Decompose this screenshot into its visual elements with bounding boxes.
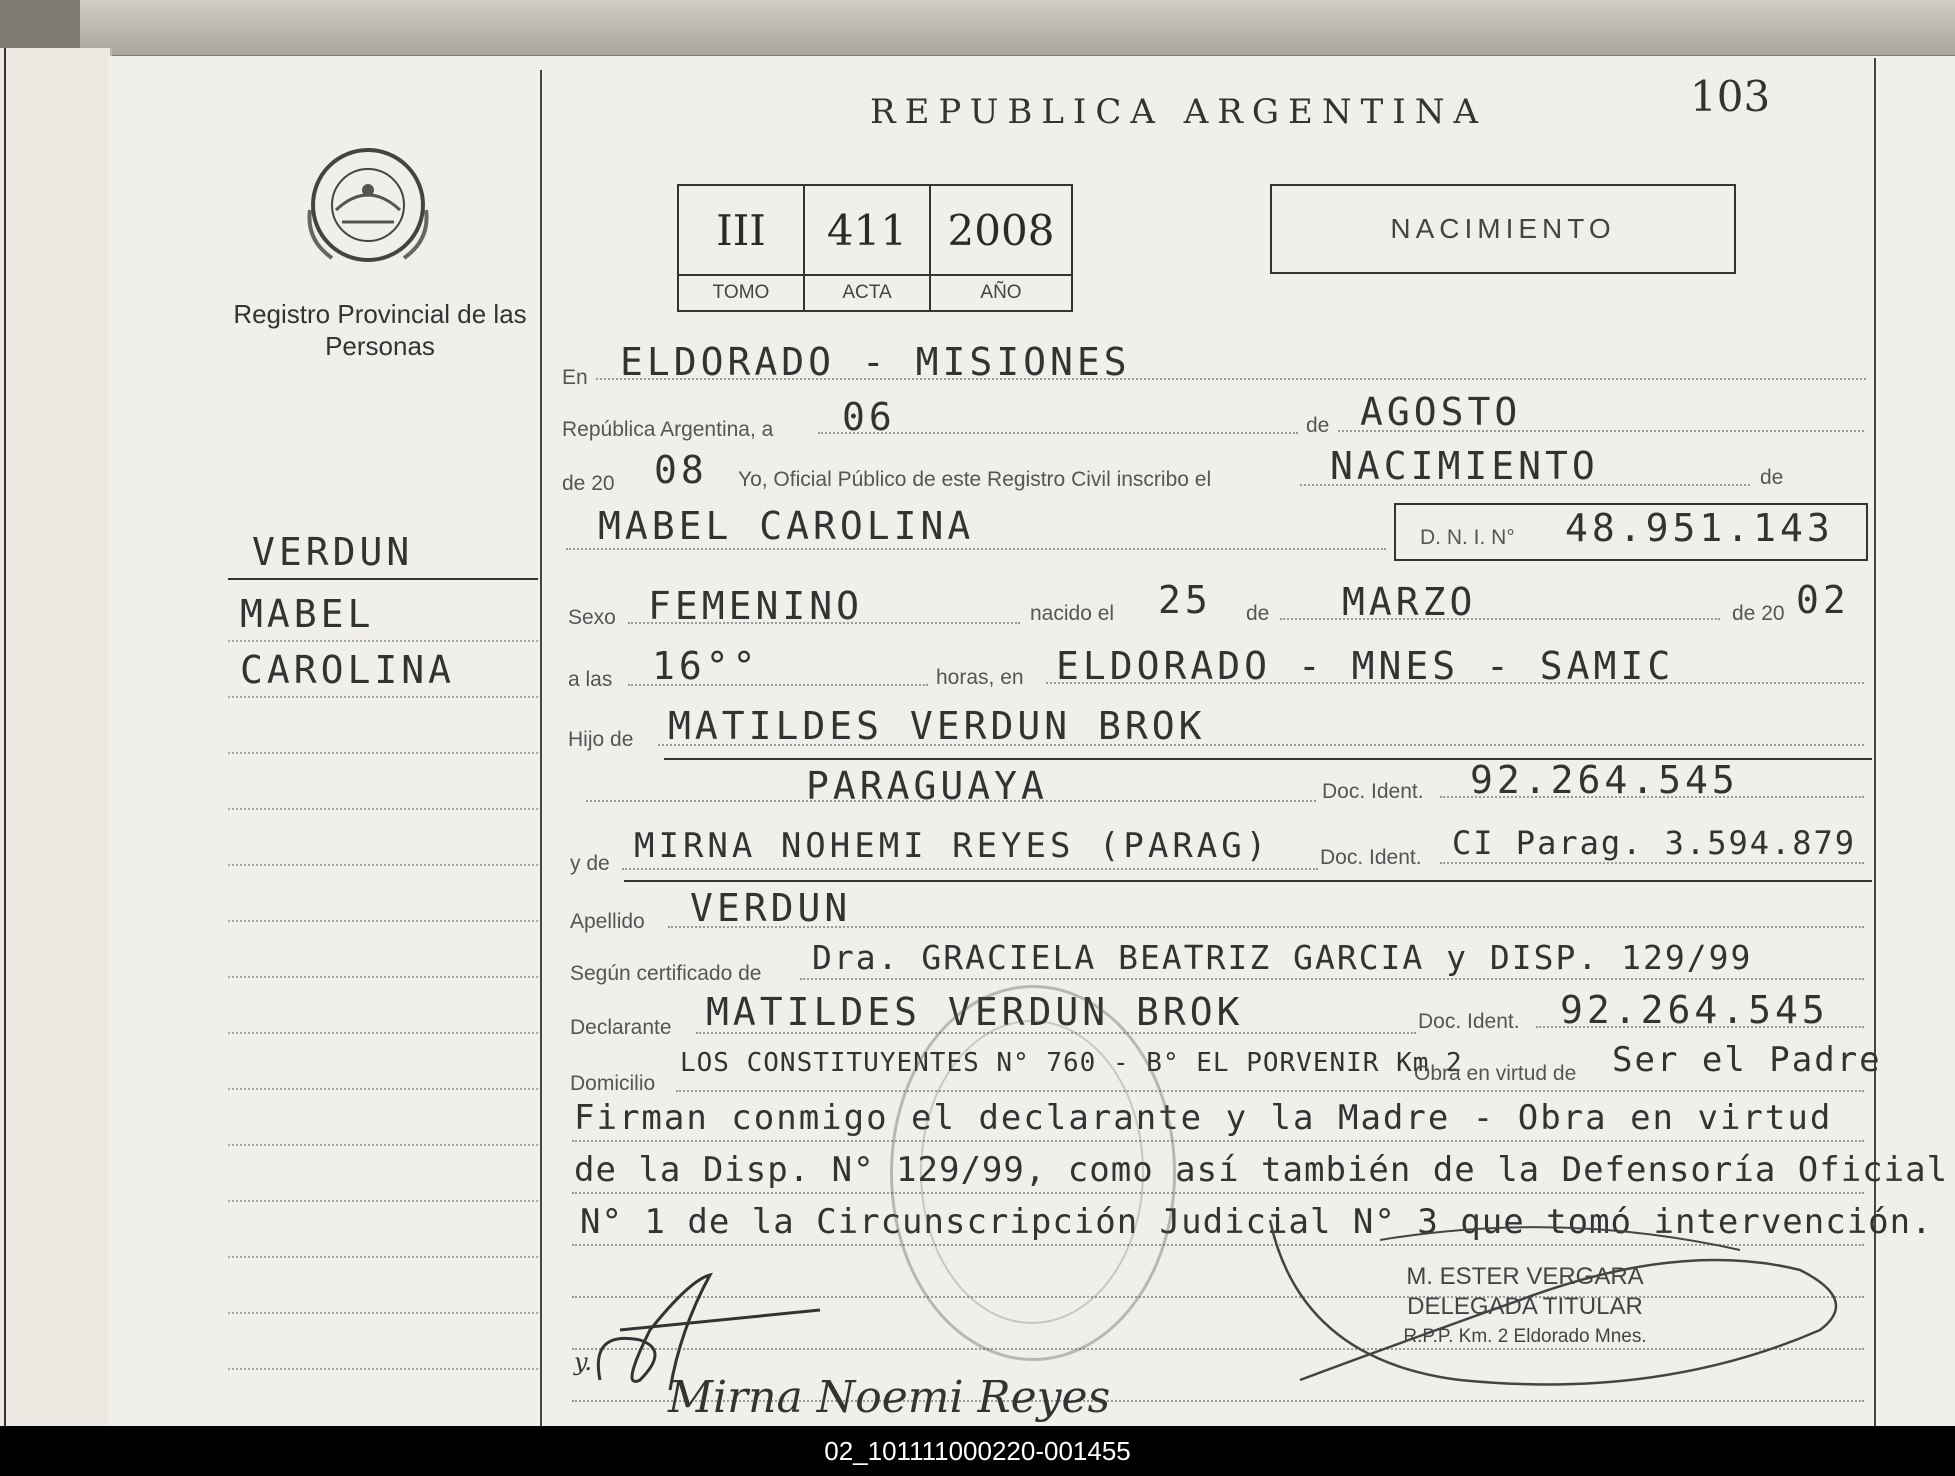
year-suffix-value: 08 (654, 448, 708, 492)
stub-line (228, 1088, 538, 1090)
stub-line (228, 752, 538, 754)
stub-line (228, 1256, 538, 1258)
officer-name: M. ESTER VERGARA (1406, 1263, 1644, 1290)
birth-day-value: 25 (1158, 578, 1212, 622)
line-mother-doc (1440, 862, 1864, 864)
address-value: LOS CONSTITUYENTES N° 760 - B° EL PORVENIR Km 2 (680, 1048, 1463, 1078)
record-type-box: NACIMIENTO (1270, 184, 1736, 274)
stub-given-name-2: CAROLINA (240, 648, 456, 692)
name-value: MABEL CAROLINA (598, 504, 975, 548)
line-mother (622, 868, 1318, 870)
mother-doc-value: CI Parag. 3.594.879 (1452, 824, 1857, 862)
record-id-box (677, 184, 1073, 312)
label-a-las: a las (568, 668, 613, 691)
father-value: MATILDES VERDUN BROK (668, 704, 1206, 748)
month-value: AGOSTO (1360, 390, 1522, 434)
birth-year-suffix-value: 02 (1796, 578, 1850, 622)
officer-role: DELEGADA TITULAR (1407, 1293, 1643, 1320)
mother-value: MIRNA NOHEMI REYES (PARAG) (634, 826, 1271, 866)
line-mother-rule (624, 880, 1872, 882)
line-certificate (800, 978, 1864, 980)
surname-value: VERDUN (690, 886, 852, 930)
label-sexo: Sexo (568, 606, 616, 629)
sex-value: FEMENINO (648, 584, 864, 628)
stub-surname-rule (228, 578, 538, 580)
stub-line (228, 1144, 538, 1146)
acta-value: 411 (826, 206, 908, 255)
official-stamp-inner (920, 1020, 1144, 1324)
stub-given-name-1: MABEL (240, 592, 375, 636)
mother-signature: Mirna Noemi Reyes (668, 1372, 1111, 1423)
label-obra: Obra en virtud de (1414, 1062, 1577, 1085)
tomo-cell (679, 186, 805, 310)
label-nacido: nacido el (1030, 602, 1115, 625)
note-line-1: Firman conmigo el declarante y la Madre - Obra en virtud (574, 1098, 1833, 1138)
tomo-value: III (716, 206, 766, 255)
previous-page-border (4, 48, 6, 1426)
stub-divider (540, 70, 542, 1426)
province-seal-icon (302, 140, 434, 270)
stub-line (228, 808, 538, 810)
label-doc-ident-1: Doc. Ident. (1322, 780, 1424, 803)
label-de-name: de (1760, 466, 1784, 489)
label-domicilio: Domicilio (570, 1072, 656, 1095)
officer-office: R.P.P. Km. 2 Eldorado Mnes. (1403, 1326, 1647, 1347)
signature-prefix: y. (574, 1348, 592, 1376)
tomo-label: TOMO (679, 274, 803, 310)
officer-signature (1260, 1180, 1880, 1400)
country-title: REPUBLICA ARGENTINA (870, 92, 1488, 132)
label-republica: República Argentina, a (562, 418, 774, 441)
anio-value: 2008 (947, 206, 1055, 255)
book-top-edge (80, 0, 1955, 55)
certificate-value: Dra. GRACIELA BEATRIZ GARCIA y DISP. 129/99 (812, 938, 1753, 977)
acta-label: ACTA (805, 274, 929, 310)
label-yo-oficial: Yo, Oficial Público de este Registro Civil inscribo el (738, 468, 1212, 491)
label-dni: D. N. I. N° (1420, 526, 1515, 549)
registry-title: Registro Provincial de las Personas (233, 299, 527, 361)
anio-cell (931, 186, 1071, 310)
page-number: 103 (1690, 72, 1771, 121)
label-segun: Según certificado de (570, 962, 762, 985)
label-hijo-de: Hijo de (568, 728, 634, 751)
label-de20: de 20 (562, 472, 615, 495)
stub-line (228, 976, 538, 978)
label-de-birth-month: de (1246, 602, 1270, 625)
note-line-2: de la Disp. N° 129/99, como así también de la Defensoría Oficial (574, 1150, 1949, 1190)
label-horas: horas, en (936, 666, 1024, 689)
label-doc-ident-3: Doc. Ident. (1418, 1010, 1520, 1033)
line-name (566, 548, 1386, 550)
place-value: ELDORADO - MISIONES (620, 340, 1131, 384)
birth-place-value: ELDORADO - MNES - SAMIC (1056, 644, 1675, 688)
stub-line (228, 920, 538, 922)
day-value: 06 (842, 395, 896, 439)
previous-page-edge (0, 48, 112, 1426)
dni-value: 48.951.143 (1565, 506, 1834, 550)
line-note-1 (572, 1140, 1864, 1142)
label-de200: de 20 (1732, 602, 1785, 625)
label-declarante: Declarante (570, 1016, 672, 1039)
stub-line (228, 1032, 538, 1034)
father-doc-value: 92.264.545 (1470, 758, 1739, 802)
image-caption: 02_101111000220-001455 (0, 1426, 1955, 1476)
stub-line (228, 1368, 538, 1370)
nationality-value: PARAGUAYA (806, 764, 1048, 808)
stub-line (228, 640, 538, 642)
obra-value: Ser el Padre (1612, 1040, 1882, 1080)
declarant-doc-value: 92.264.545 (1560, 988, 1829, 1032)
act-kind-value: NACIMIENTO (1330, 444, 1599, 488)
label-doc-ident-2: Doc. Ident. (1320, 846, 1422, 869)
label-apellido: Apellido (570, 910, 645, 933)
birth-month-value: MARZO (1342, 580, 1477, 624)
stub-surname: VERDUN (252, 530, 414, 574)
stub-line (228, 1200, 538, 1202)
declarant-value: MATILDES VERDUN BROK (706, 990, 1244, 1034)
label-en: En (562, 366, 588, 389)
line-address (676, 1090, 1864, 1092)
note-line-3: N° 1 de la Circunscripción Judicial N° 3 que tomó intervención. (580, 1202, 1933, 1242)
stub-line (228, 864, 538, 866)
stub-line (228, 1312, 538, 1314)
acta-cell (805, 186, 931, 310)
label-de-month: de (1306, 414, 1330, 437)
label-y-de: y de (570, 852, 610, 875)
stub-line (228, 696, 538, 698)
anio-label: AÑO (931, 274, 1071, 310)
hour-value: 16°° (652, 644, 760, 688)
